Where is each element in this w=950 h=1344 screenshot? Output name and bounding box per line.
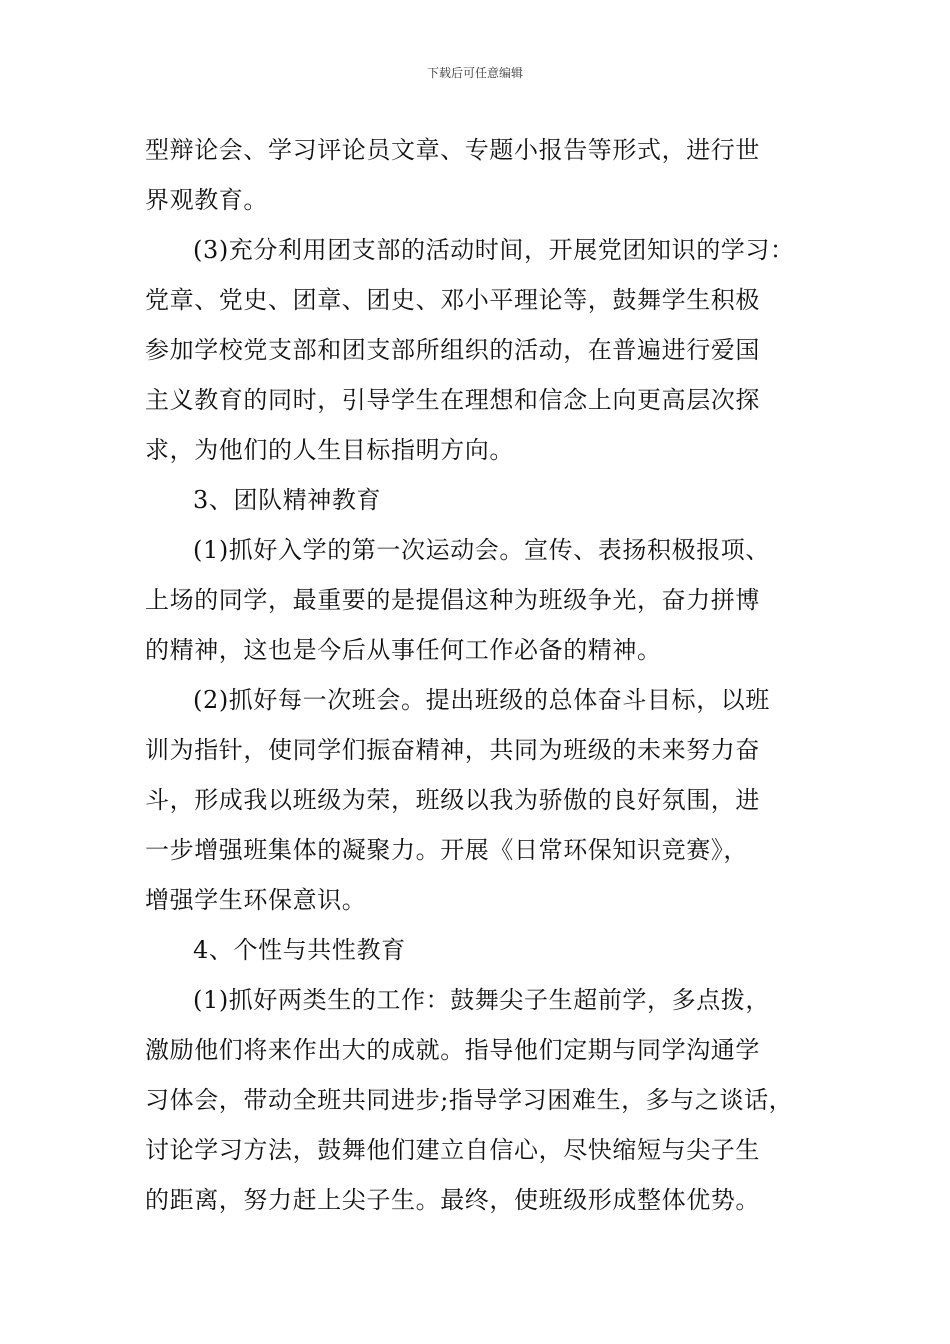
paragraph-sports-meet <box>145 525 810 675</box>
text-line: 的精神，这也是今后从事任何工作必备的精神。 <box>145 636 662 664</box>
text-line: (1)抓好入学的第一次运动会。宣传、表扬积极报项、 <box>193 536 770 564</box>
text-line: 3、团队精神教育 <box>193 486 382 514</box>
section-heading-individuality <box>145 925 810 975</box>
text-line: 型辩论会、学习评论员文章、专题小报告等形式，进行世 <box>145 136 760 164</box>
text-line: 上场的同学，最重要的是提倡这种为班级争光，奋力拼博 <box>145 586 760 614</box>
text-line: 的距离，努力赶上尖子生。最终，使班级形成整体优势。 <box>145 1186 760 1214</box>
text-line: 界观教育。 <box>145 186 268 214</box>
text-line: 习体会，带动全班共同进步;指导学习困难生，多与之谈话， <box>145 1086 794 1114</box>
page-header: 下载后可任意编辑 <box>426 66 523 80</box>
text-line: 党章、党史、团章、团史、邓小平理论等，鼓舞学生积极 <box>145 286 760 314</box>
text-line: 增强学生环保意识。 <box>145 886 367 914</box>
text-line: 主义教育的同时，引导学生在理想和信念上向更高层次探 <box>145 386 760 414</box>
paragraph-worldview-continuation <box>145 125 810 225</box>
document-body <box>145 125 810 1225</box>
text-line: 求，为他们的人生目标指明方向。 <box>145 436 514 464</box>
paragraph-class-meeting <box>145 675 810 925</box>
text-line: 4、个性与共性教育 <box>193 936 406 964</box>
text-line: (2)抓好每一次班会。提出班级的总体奋斗目标，以班 <box>193 686 770 714</box>
text-line: (3)充分利用团支部的活动时间，开展党团知识的学习： <box>193 236 795 264</box>
paragraph-party-knowledge <box>145 225 810 475</box>
section-heading-team-spirit <box>145 475 810 525</box>
text-line: 参加学校党支部和团支部所组织的活动，在普遍进行爱国 <box>145 336 760 364</box>
text-line: 激励他们将来作出大的成就。指导他们定期与同学沟通学 <box>145 1036 760 1064</box>
text-line: 斗，形成我以班级为荣，班级以我为骄傲的良好氛围，进 <box>145 786 760 814</box>
paragraph-two-student-types <box>145 975 810 1225</box>
text-line: 一步增强班集体的凝聚力。开展《日常环保知识竞赛》， <box>145 836 748 864</box>
text-line: 训为指针，使同学们振奋精神，共同为班级的未来努力奋 <box>145 736 760 764</box>
text-line: (1)抓好两类生的工作：鼓舞尖子生超前学，多点拨， <box>193 986 770 1014</box>
text-line: 讨论学习方法，鼓舞他们建立自信心，尽快缩短与尖子生 <box>145 1136 760 1164</box>
